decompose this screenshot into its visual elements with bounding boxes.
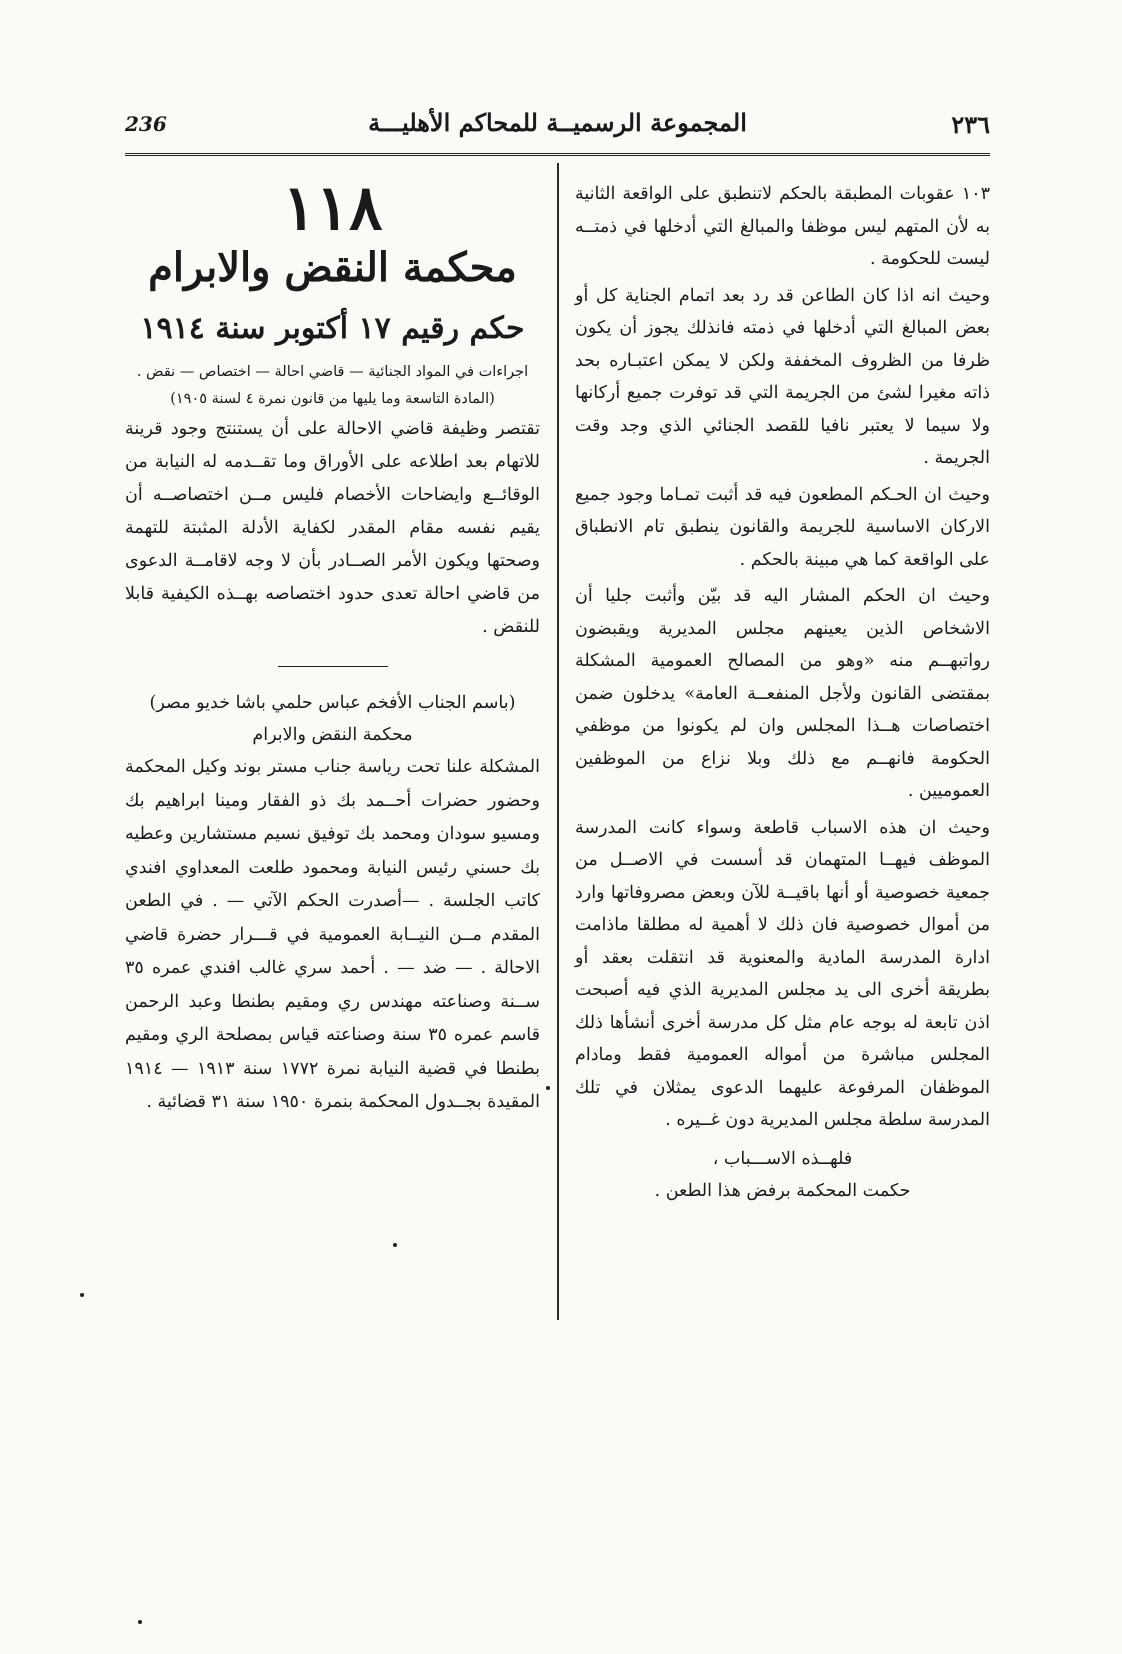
keywords: اجراءات في المواد الجنائية — قاضي احالة — اختصاص — نقض . — [136, 364, 529, 380]
header-rule — [125, 153, 990, 156]
ruling-summary: تقتصر وظيفة قاضي الاحالة على أن يستنتج وجود قرينة للاتهام بعد اطلاعه على الأوراق وما تقــدمه له النيابة من الوقائــع وايضاحات الأخصام فليس مــن اختصاصــه أن يقيم نفسه مقام المقدر لكفاية الأدلة المثبتة للتهمة وصحتها ويكون الأمر الصــادر بأن لا وجه لاقامــة الدعوى من قاضي احالة تعدى حدود اختصاصه بهــذه الكيفية قابلا للنقض . — [125, 419, 540, 637]
scan-speck — [393, 1243, 397, 1247]
right-column — [575, 178, 990, 1207]
left-column — [125, 171, 540, 1120]
paragraph: وحيث ان الحكم المشار اليه قد بيّن وأثبت جليا أن الاشخاص الذين يعينهم مجلس المديرية ويقبضون رواتبهــم منه «وهو من المصالح العمومية المشكلة بمقتضى القانون ولأجل المنفعــة العامة» يدخلون ضمن اختصاصات هــذا المجلس وان لم يكونوا من موظفي الحكومة فانهــم مع ذلك وبلا نزاع من الموظفين العموميين . — [575, 586, 990, 801]
keywords-block — [125, 359, 540, 413]
ruling-title-block — [125, 171, 540, 351]
closing-reasons: فلهــذه الاســـباب ، — [712, 1148, 853, 1169]
ruling-body: المشكلة علنا تحت رياسة جناب مستر بوند وكيل المحكمة وحضور حضرات أحــمد بك ذو الفقار ومينا ابراهيم بك ومسيو سودان ومحمد بك توفيق نسيم مستشارين وعطيه بك حسني رئيس النيابة ومحمود طلعت المعداوي افندي كاتب الجلسة . —أصدرت الحكم الآتي — . في الطعن المقدم مــن النيــابة العمومية في قـــرار حضرة قاضي الاحالة . — ضد — . أحمد سري غالب افندي عمره ٣٥ ســنة وصناعته مهندس ري ومقيم بطنطا وعبد الرحمن قاسم عمره ٣٥ سنة وصناعته قياس بمصلحة الري ومقيم بطنطا في قضية النيابة نمرة ١٧٧٢ سنة ١٩١٣ — ١٩١٤ المقيدة بجــدول المحكمة بنمرة ١٩٥٠ سنة ٣١ قضائية . — [125, 757, 540, 1112]
paragraph: وحيث انه اذا كان الطاعن قد رد بعد اتمام الجناية كل أو بعض المبالغ التي أدخلها في ذمته فانذلك يجوز أن يكون ظرفا من الظروف المخففة ولكن لا يمكن اعتبـاره بحد ذاته مغيرا لشئ من الجريمة التي قد توفرت جميع أركانها ولا سيما لا يعتبر نافيا للقصد الجنائي الذي وجد وقت الجريمة . — [575, 285, 990, 468]
scan-speck — [80, 1293, 84, 1297]
ruling-number: ١١٨ — [282, 171, 383, 244]
paragraph: وحيث ان الحـكم المطعون فيه قد أثبت تمـاما وجود جميع الاركان الاساسية للجريمة والقانون ينطبق تام الانطباق على الواقعة كما هي مبينة بالحكم . — [575, 484, 990, 570]
header-title: المجموعة الرسميــة للمحاكم الأهليـــة — [368, 108, 747, 137]
court-name: محكمة النقض والابرام — [148, 244, 517, 291]
scan-speck — [546, 1086, 550, 1090]
law-reference: (المادة التاسعة وما يليها من قانون نمرة ٤ لسنة ١٩٠٥) — [170, 391, 495, 407]
running-header — [125, 108, 990, 148]
column-divider — [557, 163, 559, 1320]
closing-block — [575, 1143, 990, 1207]
paragraph: ١٠٣ عقوبات المطبقة بالحكم لاتنطبق على الواقعة الثانية به لأن المتهم ليس موظفا والمبالغ التي أدخلها في ذمتــه ليست للحكومة . — [575, 184, 990, 269]
paragraph: وحيث ان هذه الاسباب قاطعة وسواء كانت المدرسة الموظف فيهــا المتهمان قد أسست في الاصــل من جمعية خصوصية أو أنها باقيــة للآن وبعض مصروفاتها وارد من أموال خصوصية فان ذلك لا أهمية له مطلقا ماذامت ادارة المدرسة المادية والمعنوية قد انتقلت بعقد أو بطريقة أخرى الى يد مجلس المديرية الذي فيه أصبحت اذن تابعة له بوجه عام مثل كل مدرسة أخرى أنشأها ذلك المجلس مباشرة من أمواله العمومية فقط ومادام الموظفان المرفوعة عليهما الدعوى يمثلان في تلك المدرسة سلطة مجلس المديرية دون غــيره . — [575, 817, 990, 1130]
page-number-latin: 236 — [125, 112, 167, 136]
page-number-arabic: ٢٣٦ — [951, 110, 990, 139]
invocation: (باسم الجناب الأفخم عباس حلمي باشا خديو مصر) — [149, 693, 516, 713]
closing-verdict: حكمت المحكمة برفض هذا الطعن . — [654, 1180, 911, 1201]
court-subtitle: محكمة النقض والابرام — [252, 725, 413, 745]
separator-rule — [278, 666, 388, 667]
ruling-date: حكم رقيم ١٧ أكتوبر سنة ١٩١٤ — [140, 311, 525, 346]
scan-speck — [138, 1620, 142, 1624]
